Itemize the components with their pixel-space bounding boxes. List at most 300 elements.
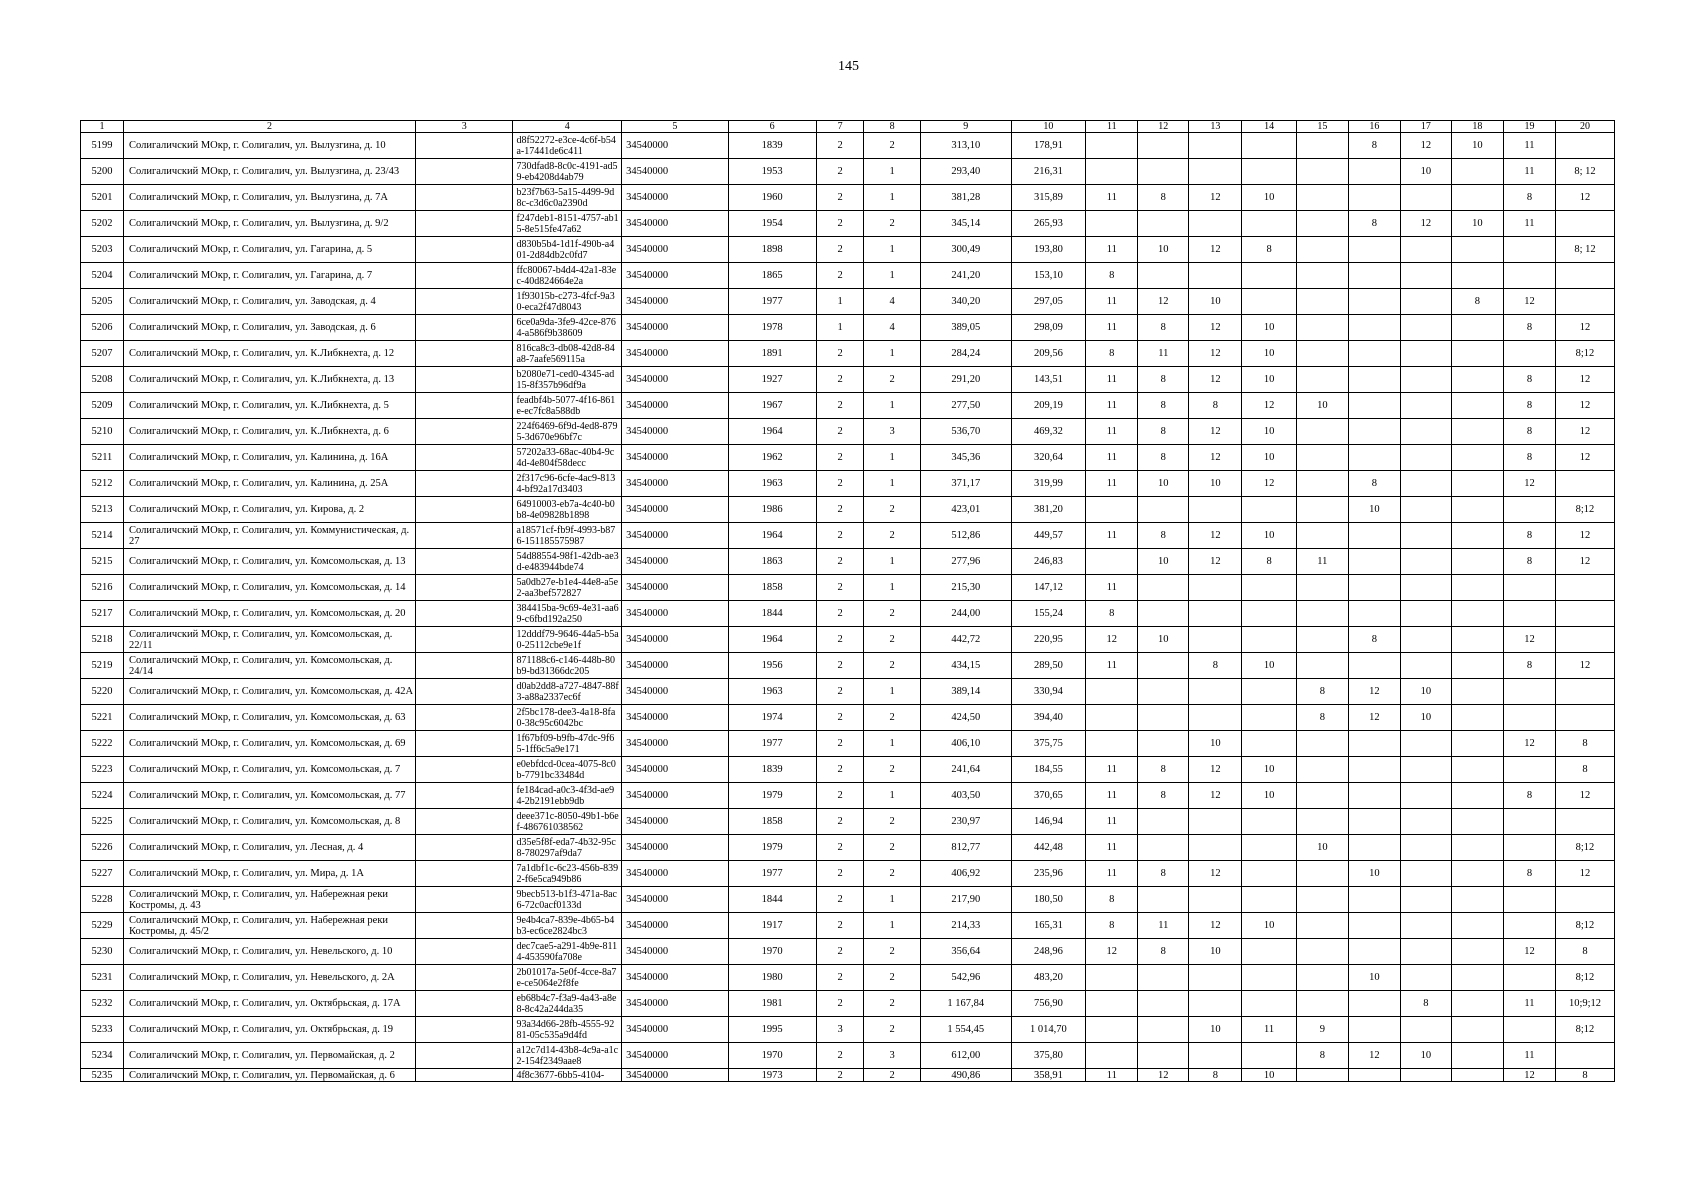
- address: Солигаличский МОкр, г. Солигалич, ул. Лесная, д. 4: [124, 835, 416, 861]
- total-area: 313,10: [920, 133, 1011, 159]
- year-13: 12: [1189, 913, 1242, 939]
- year-18: [1451, 341, 1503, 367]
- year-12: [1138, 497, 1189, 523]
- entrances: 1: [864, 887, 921, 913]
- year-14: 10: [1242, 315, 1296, 341]
- year-built: 1963: [728, 679, 816, 705]
- year-14: [1242, 861, 1296, 887]
- column-3: [416, 1069, 513, 1082]
- column-3: [416, 939, 513, 965]
- year-11: [1086, 159, 1138, 185]
- entrances: 2: [864, 1069, 921, 1082]
- year-12: [1138, 965, 1189, 991]
- row-number: 5210: [81, 419, 124, 445]
- year-16: [1348, 731, 1400, 757]
- year-12: [1138, 731, 1189, 757]
- okato-code: 34540000: [622, 445, 728, 471]
- year-18: [1451, 783, 1503, 809]
- column-header: 14: [1242, 121, 1296, 133]
- year-14: [1242, 991, 1296, 1017]
- house-guid: 57202a33-68ac-40b4-9c4d-4e804f58decc: [513, 445, 622, 471]
- address: Солигаличский МОкр, г. Солигалич, ул. К.Либкнехта, д. 5: [124, 393, 416, 419]
- floors: 2: [816, 783, 864, 809]
- address: Солигаличский МОкр, г. Солигалич, ул. Гагарина, д. 5: [124, 237, 416, 263]
- column-3: [416, 835, 513, 861]
- entrances: 2: [864, 367, 921, 393]
- living-area: 320,64: [1011, 445, 1086, 471]
- year-11: 12: [1086, 939, 1138, 965]
- year-13: 8: [1189, 393, 1242, 419]
- address: Солигаличский МОкр, г. Солигалич, ул. Вылузгина, д. 9/2: [124, 211, 416, 237]
- floors: 2: [816, 393, 864, 419]
- living-area: 469,32: [1011, 419, 1086, 445]
- table-row: [81, 523, 1615, 549]
- year-14: 11: [1242, 1017, 1296, 1043]
- year-built: 1963: [728, 471, 816, 497]
- year-17: 10: [1400, 705, 1451, 731]
- entrances: 1: [864, 237, 921, 263]
- entrances: 2: [864, 809, 921, 835]
- year-15: [1296, 497, 1348, 523]
- floors: 2: [816, 133, 864, 159]
- year-19: [1503, 341, 1555, 367]
- entrances: 2: [864, 653, 921, 679]
- year-14: [1242, 939, 1296, 965]
- okato-code: 34540000: [622, 965, 728, 991]
- year-15: [1296, 367, 1348, 393]
- year-14: 10: [1242, 445, 1296, 471]
- year-12: [1138, 133, 1189, 159]
- year-15: [1296, 445, 1348, 471]
- column-3: [416, 783, 513, 809]
- year-20: 8;12: [1555, 835, 1614, 861]
- year-17: [1400, 341, 1451, 367]
- year-16: 8: [1348, 627, 1400, 653]
- okato-code: 34540000: [622, 1017, 728, 1043]
- column-3: [416, 653, 513, 679]
- year-11: [1086, 211, 1138, 237]
- entrances: 4: [864, 315, 921, 341]
- year-15: [1296, 991, 1348, 1017]
- address: Солигаличский МОкр, г. Солигалич, ул. Калинина, д. 16А: [124, 445, 416, 471]
- year-19: 11: [1503, 133, 1555, 159]
- year-11: 11: [1086, 835, 1138, 861]
- house-guid: 871188c6-c146-448b-80b9-bd31366dc205: [513, 653, 622, 679]
- year-13: 12: [1189, 523, 1242, 549]
- year-12: [1138, 575, 1189, 601]
- year-13: [1189, 705, 1242, 731]
- row-number: 5213: [81, 497, 124, 523]
- year-17: [1400, 601, 1451, 627]
- total-area: 345,36: [920, 445, 1011, 471]
- house-guid: d0ab2dd8-a727-4847-88f3-a88a2337ec6f: [513, 679, 622, 705]
- house-guid: 2b01017a-5e0f-4cce-8a7e-ce5064e2f8fe: [513, 965, 622, 991]
- year-13: [1189, 575, 1242, 601]
- year-11: 11: [1086, 315, 1138, 341]
- floors: 2: [816, 419, 864, 445]
- year-13: 12: [1189, 549, 1242, 575]
- row-number: 5233: [81, 1017, 124, 1043]
- year-18: [1451, 471, 1503, 497]
- year-19: [1503, 601, 1555, 627]
- year-11: 11: [1086, 445, 1138, 471]
- okato-code: 34540000: [622, 783, 728, 809]
- year-16: 10: [1348, 861, 1400, 887]
- year-17: [1400, 887, 1451, 913]
- total-area: 490,86: [920, 1069, 1011, 1082]
- year-19: 8: [1503, 445, 1555, 471]
- living-area: 483,20: [1011, 965, 1086, 991]
- address: Солигаличский МОкр, г. Солигалич, ул. Комсомольская, д. 8: [124, 809, 416, 835]
- year-20: 8: [1555, 757, 1614, 783]
- year-built: 1977: [728, 289, 816, 315]
- year-12: [1138, 601, 1189, 627]
- year-18: [1451, 549, 1503, 575]
- floors: 3: [816, 1017, 864, 1043]
- year-13: [1189, 679, 1242, 705]
- year-14: [1242, 887, 1296, 913]
- year-15: [1296, 1069, 1348, 1082]
- year-13: 12: [1189, 315, 1242, 341]
- year-18: 8: [1451, 289, 1503, 315]
- address: Солигаличский МОкр, г. Солигалич, ул. Невельского, д. 10: [124, 939, 416, 965]
- year-16: [1348, 367, 1400, 393]
- living-area: 165,31: [1011, 913, 1086, 939]
- column-3: [416, 913, 513, 939]
- year-17: [1400, 731, 1451, 757]
- living-area: 146,94: [1011, 809, 1086, 835]
- year-14: [1242, 705, 1296, 731]
- year-built: 1891: [728, 341, 816, 367]
- house-guid: d8f52272-e3ce-4c6f-b54a-17441de6c411: [513, 133, 622, 159]
- total-area: 230,97: [920, 809, 1011, 835]
- year-19: 8: [1503, 549, 1555, 575]
- total-area: 345,14: [920, 211, 1011, 237]
- total-area: 424,50: [920, 705, 1011, 731]
- year-built: 1839: [728, 757, 816, 783]
- table-row: [81, 211, 1615, 237]
- house-guid: 1f93015b-c273-4fcf-9a30-eca2f47d8043: [513, 289, 622, 315]
- year-12: [1138, 809, 1189, 835]
- entrances: 2: [864, 835, 921, 861]
- year-19: [1503, 679, 1555, 705]
- year-16: 8: [1348, 211, 1400, 237]
- year-16: 10: [1348, 497, 1400, 523]
- year-14: 10: [1242, 913, 1296, 939]
- living-area: 209,56: [1011, 341, 1086, 367]
- year-12: [1138, 1017, 1189, 1043]
- year-16: [1348, 523, 1400, 549]
- year-19: [1503, 887, 1555, 913]
- year-17: [1400, 393, 1451, 419]
- year-15: [1296, 575, 1348, 601]
- table-row: [81, 939, 1615, 965]
- house-guid: deee371c-8050-49b1-b6ef-486761038562: [513, 809, 622, 835]
- house-guid: 12dddf79-9646-44a5-b5a0-25112cbe9e1f: [513, 627, 622, 653]
- year-15: 11: [1296, 549, 1348, 575]
- column-3: [416, 705, 513, 731]
- year-17: [1400, 185, 1451, 211]
- year-18: [1451, 419, 1503, 445]
- living-area: 375,75: [1011, 731, 1086, 757]
- column-3: [416, 887, 513, 913]
- year-11: 11: [1086, 575, 1138, 601]
- column-3: [416, 159, 513, 185]
- year-11: [1086, 549, 1138, 575]
- year-11: [1086, 991, 1138, 1017]
- year-11: 11: [1086, 783, 1138, 809]
- living-area: 153,10: [1011, 263, 1086, 289]
- year-15: 9: [1296, 1017, 1348, 1043]
- total-area: 356,64: [920, 939, 1011, 965]
- year-11: 8: [1086, 341, 1138, 367]
- living-area: 265,93: [1011, 211, 1086, 237]
- year-built: 1858: [728, 809, 816, 835]
- year-built: 1981: [728, 991, 816, 1017]
- address: Солигаличский МОкр, г. Солигалич, ул. Набережная реки Костромы, д. 43: [124, 887, 416, 913]
- year-11: 11: [1086, 757, 1138, 783]
- address: Солигаличский МОкр, г. Солигалич, ул. Комсомольская, д. 77: [124, 783, 416, 809]
- column-header: 15: [1296, 121, 1348, 133]
- column-3: [416, 601, 513, 627]
- year-15: [1296, 523, 1348, 549]
- year-14: 10: [1242, 367, 1296, 393]
- column-header: 3: [416, 121, 513, 133]
- total-area: 406,92: [920, 861, 1011, 887]
- okato-code: 34540000: [622, 1043, 728, 1069]
- row-number: 5204: [81, 263, 124, 289]
- year-12: [1138, 653, 1189, 679]
- row-number: 5232: [81, 991, 124, 1017]
- table-row: [81, 1069, 1615, 1082]
- floors: 2: [816, 341, 864, 367]
- address: Солигаличский МОкр, г. Солигалич, ул. Первомайская, д. 6: [124, 1069, 416, 1082]
- floors: 2: [816, 939, 864, 965]
- floors: 2: [816, 991, 864, 1017]
- total-area: 284,24: [920, 341, 1011, 367]
- column-3: [416, 549, 513, 575]
- okato-code: 34540000: [622, 1069, 728, 1082]
- year-14: 12: [1242, 393, 1296, 419]
- floors: 2: [816, 471, 864, 497]
- table-row: [81, 783, 1615, 809]
- year-15: [1296, 731, 1348, 757]
- column-3: [416, 315, 513, 341]
- year-18: [1451, 991, 1503, 1017]
- year-17: [1400, 783, 1451, 809]
- column-3: [416, 289, 513, 315]
- year-11: 8: [1086, 913, 1138, 939]
- total-area: 241,20: [920, 263, 1011, 289]
- row-number: 5202: [81, 211, 124, 237]
- year-15: 8: [1296, 1043, 1348, 1069]
- entrances: 2: [864, 627, 921, 653]
- house-guid: ffc80067-b4d4-42a1-83ec-40d824664e2a: [513, 263, 622, 289]
- year-16: [1348, 419, 1400, 445]
- year-17: [1400, 1069, 1451, 1082]
- year-14: [1242, 627, 1296, 653]
- table-row: [81, 913, 1615, 939]
- okato-code: 34540000: [622, 159, 728, 185]
- year-12: 10: [1138, 237, 1189, 263]
- okato-code: 34540000: [622, 627, 728, 653]
- year-20: 12: [1555, 315, 1614, 341]
- year-11: 8: [1086, 263, 1138, 289]
- year-16: [1348, 549, 1400, 575]
- year-13: 10: [1189, 939, 1242, 965]
- column-3: [416, 523, 513, 549]
- year-18: [1451, 445, 1503, 471]
- year-12: 8: [1138, 393, 1189, 419]
- total-area: 241,64: [920, 757, 1011, 783]
- living-area: 375,80: [1011, 1043, 1086, 1069]
- okato-code: 34540000: [622, 315, 728, 341]
- year-12: 8: [1138, 939, 1189, 965]
- okato-code: 34540000: [622, 211, 728, 237]
- okato-code: 34540000: [622, 757, 728, 783]
- year-14: 10: [1242, 523, 1296, 549]
- year-19: [1503, 575, 1555, 601]
- table-row: [81, 679, 1615, 705]
- house-guid: d830b5b4-1d1f-490b-a401-2d84db2c0fd7: [513, 237, 622, 263]
- year-12: [1138, 679, 1189, 705]
- year-17: [1400, 523, 1451, 549]
- year-13: 12: [1189, 861, 1242, 887]
- column-header: 4: [513, 121, 622, 133]
- year-14: [1242, 159, 1296, 185]
- year-17: [1400, 471, 1451, 497]
- column-3: [416, 237, 513, 263]
- floors: 2: [816, 367, 864, 393]
- year-15: [1296, 419, 1348, 445]
- year-20: [1555, 627, 1614, 653]
- house-guid: f247deb1-8151-4757-ab15-8e515fe47a62: [513, 211, 622, 237]
- okato-code: 34540000: [622, 419, 728, 445]
- year-12: 8: [1138, 523, 1189, 549]
- year-18: [1451, 705, 1503, 731]
- row-number: 5219: [81, 653, 124, 679]
- row-number: 5200: [81, 159, 124, 185]
- year-20: 8; 12: [1555, 237, 1614, 263]
- table-row: [81, 133, 1615, 159]
- year-14: [1242, 1043, 1296, 1069]
- row-number: 5218: [81, 627, 124, 653]
- year-15: [1296, 653, 1348, 679]
- year-15: [1296, 965, 1348, 991]
- year-13: 12: [1189, 185, 1242, 211]
- total-area: 389,05: [920, 315, 1011, 341]
- house-guid: 9e4b4ca7-839e-4b65-b4b3-ec6ce2824bc3: [513, 913, 622, 939]
- row-number: 5201: [81, 185, 124, 211]
- entrances: 2: [864, 133, 921, 159]
- table-row: [81, 1043, 1615, 1069]
- living-area: 248,96: [1011, 939, 1086, 965]
- entrances: 4: [864, 289, 921, 315]
- living-area: 315,89: [1011, 185, 1086, 211]
- column-header: 16: [1348, 121, 1400, 133]
- total-area: 403,50: [920, 783, 1011, 809]
- year-15: 8: [1296, 705, 1348, 731]
- entrances: 2: [864, 601, 921, 627]
- year-13: 12: [1189, 783, 1242, 809]
- year-15: [1296, 471, 1348, 497]
- year-16: [1348, 1069, 1400, 1082]
- year-20: [1555, 133, 1614, 159]
- okato-code: 34540000: [622, 367, 728, 393]
- year-11: [1086, 705, 1138, 731]
- floors: 1: [816, 315, 864, 341]
- column-header: 12: [1138, 121, 1189, 133]
- column-3: [416, 185, 513, 211]
- floors: 2: [816, 159, 864, 185]
- year-17: 10: [1400, 1043, 1451, 1069]
- floors: 2: [816, 965, 864, 991]
- year-13: 12: [1189, 367, 1242, 393]
- year-17: [1400, 861, 1451, 887]
- year-20: 12: [1555, 861, 1614, 887]
- year-built: 1865: [728, 263, 816, 289]
- year-20: 8: [1555, 1069, 1614, 1082]
- year-20: [1555, 705, 1614, 731]
- okato-code: 34540000: [622, 601, 728, 627]
- house-guid: 2f317c96-6cfe-4ac9-8134-bf92a17d3403: [513, 471, 622, 497]
- address: Солигаличский МОкр, г. Солигалич, ул. Вылузгина, д. 7А: [124, 185, 416, 211]
- house-guid: 816ca8c3-db08-42d8-84a8-7aafe569115a: [513, 341, 622, 367]
- table-row: [81, 445, 1615, 471]
- entrances: 1: [864, 549, 921, 575]
- year-18: [1451, 497, 1503, 523]
- year-18: 10: [1451, 133, 1503, 159]
- year-17: [1400, 419, 1451, 445]
- year-14: [1242, 679, 1296, 705]
- year-19: 12: [1503, 939, 1555, 965]
- house-guid: 5a0db27e-b1e4-44e8-a5e2-aa3bef572827: [513, 575, 622, 601]
- okato-code: 34540000: [622, 497, 728, 523]
- row-number: 5212: [81, 471, 124, 497]
- year-12: [1138, 887, 1189, 913]
- house-guid: 384415ba-9c69-4e31-aa69-c6fbd192a250: [513, 601, 622, 627]
- table-row: [81, 731, 1615, 757]
- year-built: 1977: [728, 731, 816, 757]
- year-built: 1979: [728, 783, 816, 809]
- year-16: [1348, 159, 1400, 185]
- address: Солигаличский МОкр, г. Солигалич, ул. Комсомольская, д. 14: [124, 575, 416, 601]
- year-built: 1960: [728, 185, 816, 211]
- row-number: 5211: [81, 445, 124, 471]
- year-15: [1296, 861, 1348, 887]
- table-row: [81, 393, 1615, 419]
- floors: 2: [816, 601, 864, 627]
- year-12: 8: [1138, 445, 1189, 471]
- year-built: 1839: [728, 133, 816, 159]
- address: Солигаличский МОкр, г. Солигалич, ул. Комсомольская, д. 20: [124, 601, 416, 627]
- address: Солигаличский МОкр, г. Солигалич, ул. Кирова, д. 2: [124, 497, 416, 523]
- row-number: 5228: [81, 887, 124, 913]
- year-16: [1348, 757, 1400, 783]
- year-18: [1451, 757, 1503, 783]
- table-row: [81, 549, 1615, 575]
- house-guid: 64910003-eb7a-4c40-b0b8-4e09828b1898: [513, 497, 622, 523]
- okato-code: 34540000: [622, 939, 728, 965]
- year-15: [1296, 913, 1348, 939]
- year-18: [1451, 913, 1503, 939]
- address: Солигаличский МОкр, г. Солигалич, ул. Набережная реки Костромы, д. 45/2: [124, 913, 416, 939]
- year-18: [1451, 237, 1503, 263]
- total-area: 300,49: [920, 237, 1011, 263]
- year-16: [1348, 263, 1400, 289]
- entrances: 2: [864, 861, 921, 887]
- year-17: 8: [1400, 991, 1451, 1017]
